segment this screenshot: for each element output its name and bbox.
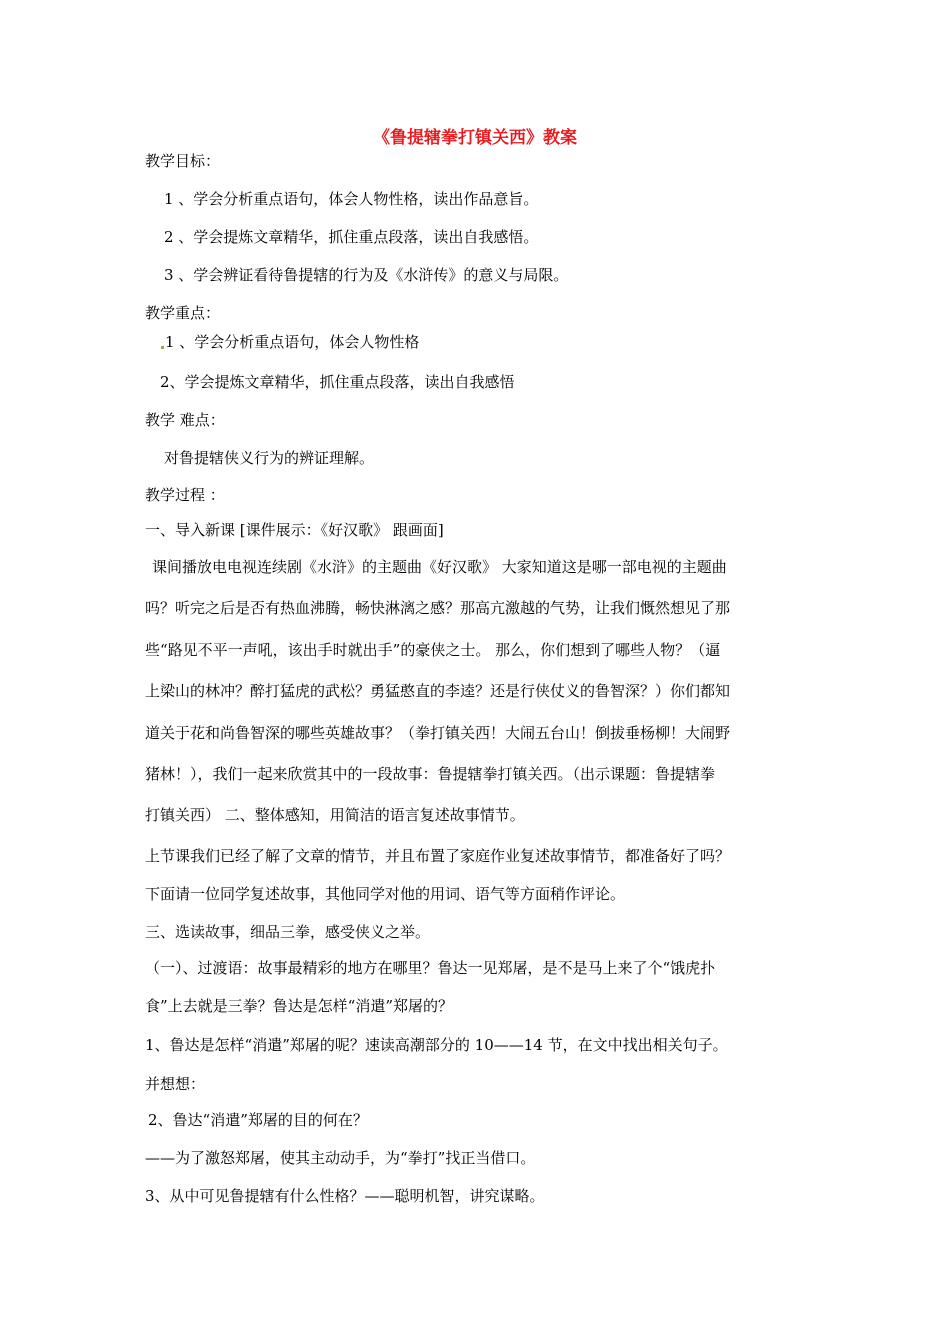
body-line: 食”上去就是三拳？鲁达是怎样“消遣”郑屠的？ xyxy=(145,997,454,1015)
answer-line: ——为了激怒郑屠，使其主动动手，为“拳打”找正当借口。 xyxy=(145,1149,536,1167)
body-line: 上节课我们已经了解了文章的情节，并且布置了家庭作业复述故事情节，都准备好了吗？ xyxy=(145,847,731,865)
section-heading-process: 教学过程 ： xyxy=(145,486,225,504)
section-heading-key-points: 教学重点： xyxy=(145,304,221,322)
question-item-3: 3、从中可见鲁提辖有什么性格？——聪明机智，讲究谋略。 xyxy=(145,1187,545,1205)
body-line: 课间播放电电视连续剧《水浒》的主题曲《好汉歌》 大家知道这是哪一部电视的主题曲 xyxy=(152,558,727,576)
objective-item-1: 1 、学会分析重点语句，体会人物性格，读出作品意旨。 xyxy=(164,190,539,208)
key-point-item-2: 2、学会提炼文章精华，抓住重点段落，读出自我感悟 xyxy=(160,373,515,391)
key-point-item-1-text: 1 、学会分析重点语句，体会人物性格 xyxy=(165,333,420,351)
body-line: 道关于花和尚鲁智深的哪些英雄故事？（拳打镇关西！大闹五台山！倒拔垂杨柳！大闹野 xyxy=(145,724,731,742)
body-line: 下面请一位同学复述故事，其他同学对他的用词、语气等方面稍作评论。 xyxy=(145,885,626,903)
body-line: 并想想： xyxy=(145,1075,206,1093)
body-line: 打镇关西） 二、整体感知，用简洁的语言复述故事情节。 xyxy=(145,806,525,824)
body-line: 吗？听完之后是否有热血沸腾，畅快淋漓之感？那高亢激越的气势，让我们慨然想见了那 xyxy=(145,599,731,617)
key-point-item-1 xyxy=(160,332,419,352)
objective-item-2: 2 、学会提炼文章精华，抓住重点段落，读出自我感悟。 xyxy=(164,228,539,246)
section-heading-objectives: 教学目标： xyxy=(145,152,221,170)
objective-item-3: 3 、学会辨证看待鲁提辖的行为及《水浒传》的意义与局限。 xyxy=(164,266,569,284)
difficulty-item: 对鲁提辖侠义行为的辨证理解。 xyxy=(164,449,375,467)
body-line: 猪林！），我们一起来欣赏其中的一段故事：鲁提辖拳打镇关西。（出示课题：鲁提辖拳 xyxy=(145,765,716,783)
question-item-2: 2、鲁达“消遣”郑屠的目的何在？ xyxy=(148,1111,368,1129)
process-step-1-heading: 一、导入新课 [课件展示：《好汉歌》 跟画面] xyxy=(145,521,444,539)
process-step-3-heading: 三、选读故事，细品三拳，感受侠义之举。 xyxy=(145,923,431,941)
bullet-marker-icon xyxy=(161,346,164,349)
section-heading-difficulties: 教学 难点： xyxy=(145,411,225,429)
body-line: （一）、过渡语：故事最精彩的地方在哪里？鲁达一见郑屠，是不是马上来了个“饿虎扑 xyxy=(145,959,716,977)
body-line: 上梁山的林冲？醉打猛虎的武松？勇猛憨直的李逵？还是行侠仗义的鲁智深？）你们都知 xyxy=(145,682,731,700)
question-item-1: 1、鲁达是怎样“消遣”郑屠的呢？速读高潮部分的 10——14 节，在文中找出相关句子。 xyxy=(145,1036,728,1054)
document-title: 《鲁提辖拳打镇关西》教案 xyxy=(373,128,577,148)
body-line: 些“路见不平一声吼，该出手时就出手”的豪侠之士。 那么，你们想到了哪些人物？（逼 xyxy=(145,641,721,659)
